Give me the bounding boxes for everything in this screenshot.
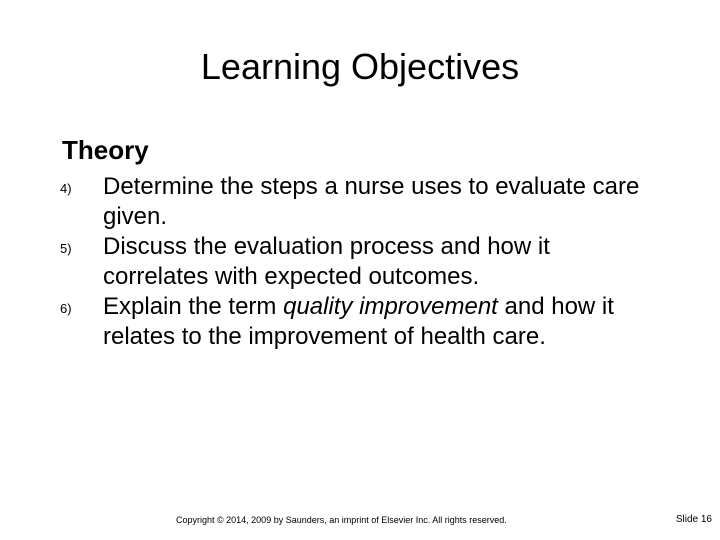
footer-copyright: Copyright © 2014, 2009 by Saunders, an imprint of Elsevier Inc. All rights reserved. bbox=[176, 515, 507, 525]
objective-number: 4) bbox=[60, 181, 72, 196]
objective-text: Determine the steps a nurse uses to evaluate care given. bbox=[103, 173, 640, 230]
objective-item bbox=[60, 172, 660, 232]
objective-number: 6) bbox=[60, 301, 72, 316]
objective-emphasis: quality improvement bbox=[283, 293, 498, 320]
section-heading: Theory bbox=[62, 135, 149, 165]
objective-item bbox=[60, 292, 660, 352]
objective-text-after: and how it relates to the improvement of health care. bbox=[103, 293, 614, 350]
objective-text: Discuss the evaluation process and how it correlates with expected outcomes. bbox=[103, 233, 550, 290]
objective-text bbox=[103, 293, 614, 350]
slide-number: Slide 16 bbox=[675, 514, 712, 525]
objective-text-before: Explain the term bbox=[103, 293, 284, 320]
objective-number: 5) bbox=[60, 241, 72, 256]
objectives-list bbox=[60, 172, 660, 352]
objective-item bbox=[60, 232, 660, 292]
slide-title: Learning Objectives bbox=[200, 46, 520, 87]
